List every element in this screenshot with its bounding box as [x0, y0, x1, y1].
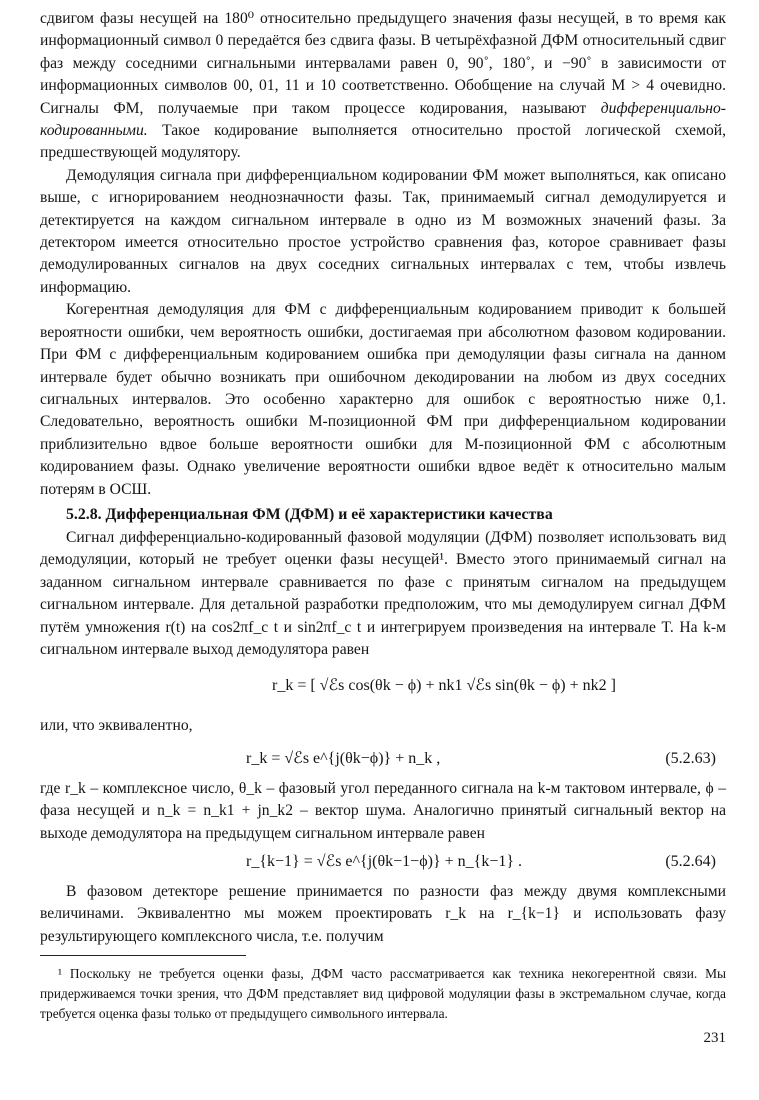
paragraph-7: В фазовом детекторе решение принимается по разности фаз между двумя комплексными величинами. Эквивалентно мы можем проектировать r_k на r_{k−1} и использовать фазу результирующего комплексного числа, т.е. получим — [40, 883, 726, 945]
paragraph-1-text: сдвигом фазы несущей на 180⁰ относительно предыдущего значения фазы несущей, в то время как информационный символ 0 передаётся без сдвига фазы. В четырёхфазной ДФМ относительный сдвиг фаз между соседними сигнальными интервалами равен 0, 90˚, 180˚, и −90˚ в зависимости от информационных символов 00, 01, 11 и 10 соответственно. Обобщение на случай M > 4 очевидно. Сигналы ФМ, получаемые при таком процессе кодирования, называют — [40, 10, 726, 117]
paragraph-6: где r_k – комплексное число, θ_k – фазовый угол переданного сигнала на k-м тактовом интервале, ϕ – фаза несущей и n_k = n_k1 + jn_k2 – вектор шума. Аналогично принятый сигнальный вектор на выходе демодулятора на предыдущем сигнальном интервале равен — [40, 779, 726, 842]
paragraph-1-end: Такое кодирование выполняется относительно простой логической схемой, предшествующей модулятору. — [40, 122, 726, 162]
equation-1-expression: r_k = [ √ℰs cos(θk − ϕ) + nk1 √ℰs sin(θk − ϕ) + nk2 ] — [272, 677, 616, 695]
footnote-divider — [40, 955, 246, 956]
paragraph-3: Когерентная демодуляция для ФМ с дифференциальным кодированием приводит к большей вероятности ошибки, чем вероятность ошибки, достигаемая при абсолютном фазовом кодировании. При ФМ с дифференциальным кодированием ошибка при демодуляции фазы сигнала на данном интервале будет обычно возникать при ошибочном декодировании на любом из двух соседних сигнальных интервалов. Это особенно характерно для ошибок с вероятностью ниже 0,1. Следовательно, вероятность ошибки M-позиционной ФМ при дифференциальном кодировании приблизительно вдвое больше вероятности ошибки для M-позиционной ФМ с абсолютным кодированием фазы. Однако увеличение вероятности ошибки вдвое ведёт к относительно малым потерям в ОСШ. — [40, 301, 726, 498]
equation-5-2-63-expression: r_k = √ℰs e^{j(θk−ϕ)} + n_k , — [246, 749, 441, 767]
footnote: ¹ Поскольку не требуется оценки фазы, ДФМ часто рассматривается как техника некогерентной связи. Мы придерживаемся точки зрения, что ДФМ представляет вид цифровой модуляции фазы в экстремальном случае, когда требуется оценка фазы только от предыдущего символьного интервала. — [40, 966, 726, 1021]
page-number: 231 — [703, 1030, 726, 1046]
equation-number-5-2-63: (5.2.63) — [665, 749, 716, 767]
paragraph-4: Сигнал дифференциально-кодированный фазовой модуляции (ДФМ) позволяет использовать вид демодуляции, который не требует оценки фазы несущей¹. Вместо этого принимаемый сигнал на заданном сигнальном интервале сравнивается по фазе с принятым сигналом на предыдущем сигнальном интервале. Для детальной разработки предположим, что мы демодулируем сигнал ДФМ путём умножения r(t) на cos2πf_c t и sin2πf_c t и интегрируем произведения на интервале T. На k-м сигнальном интервале выход демодулятора равен — [40, 528, 726, 658]
paragraph-2: Демодуляция сигнала при дифференциальном кодировании ФМ может выполняться, как описано выше, с игнорированием неоднозначности фазы. Так, принимаемый сигнал демодулируется и детектируется на каждом сигнальном интервале в одно из M возможных значений фазы. За детектором имеется относительно простое устройство сравнения фаз, которое сравнивает фазы демодулированных сигналов на двух соседних сигнальных интервалах с тем, чтобы извлечь информацию. — [40, 166, 726, 296]
paragraph-1 — [40, 8, 726, 165]
paragraph-1-emphasis: дифференциально-кодированными. — [40, 99, 726, 140]
equation-number-5-2-64: (5.2.64) — [665, 853, 716, 870]
page-body — [40, 8, 726, 948]
paragraph-5: или, что эквивалентно, — [40, 717, 193, 735]
equation-5-2-63 — [40, 738, 726, 778]
section-heading: 5.2.8. Дифференциальная ФМ (ДФМ) и её характеристики качества — [66, 505, 553, 523]
equation-1 — [40, 661, 726, 715]
equation-5-2-64 — [40, 845, 726, 881]
equation-5-2-64-expression: r_{k−1} = √ℰs e^{j(θk−1−ϕ)} + n_{k−1} . — [246, 853, 523, 870]
